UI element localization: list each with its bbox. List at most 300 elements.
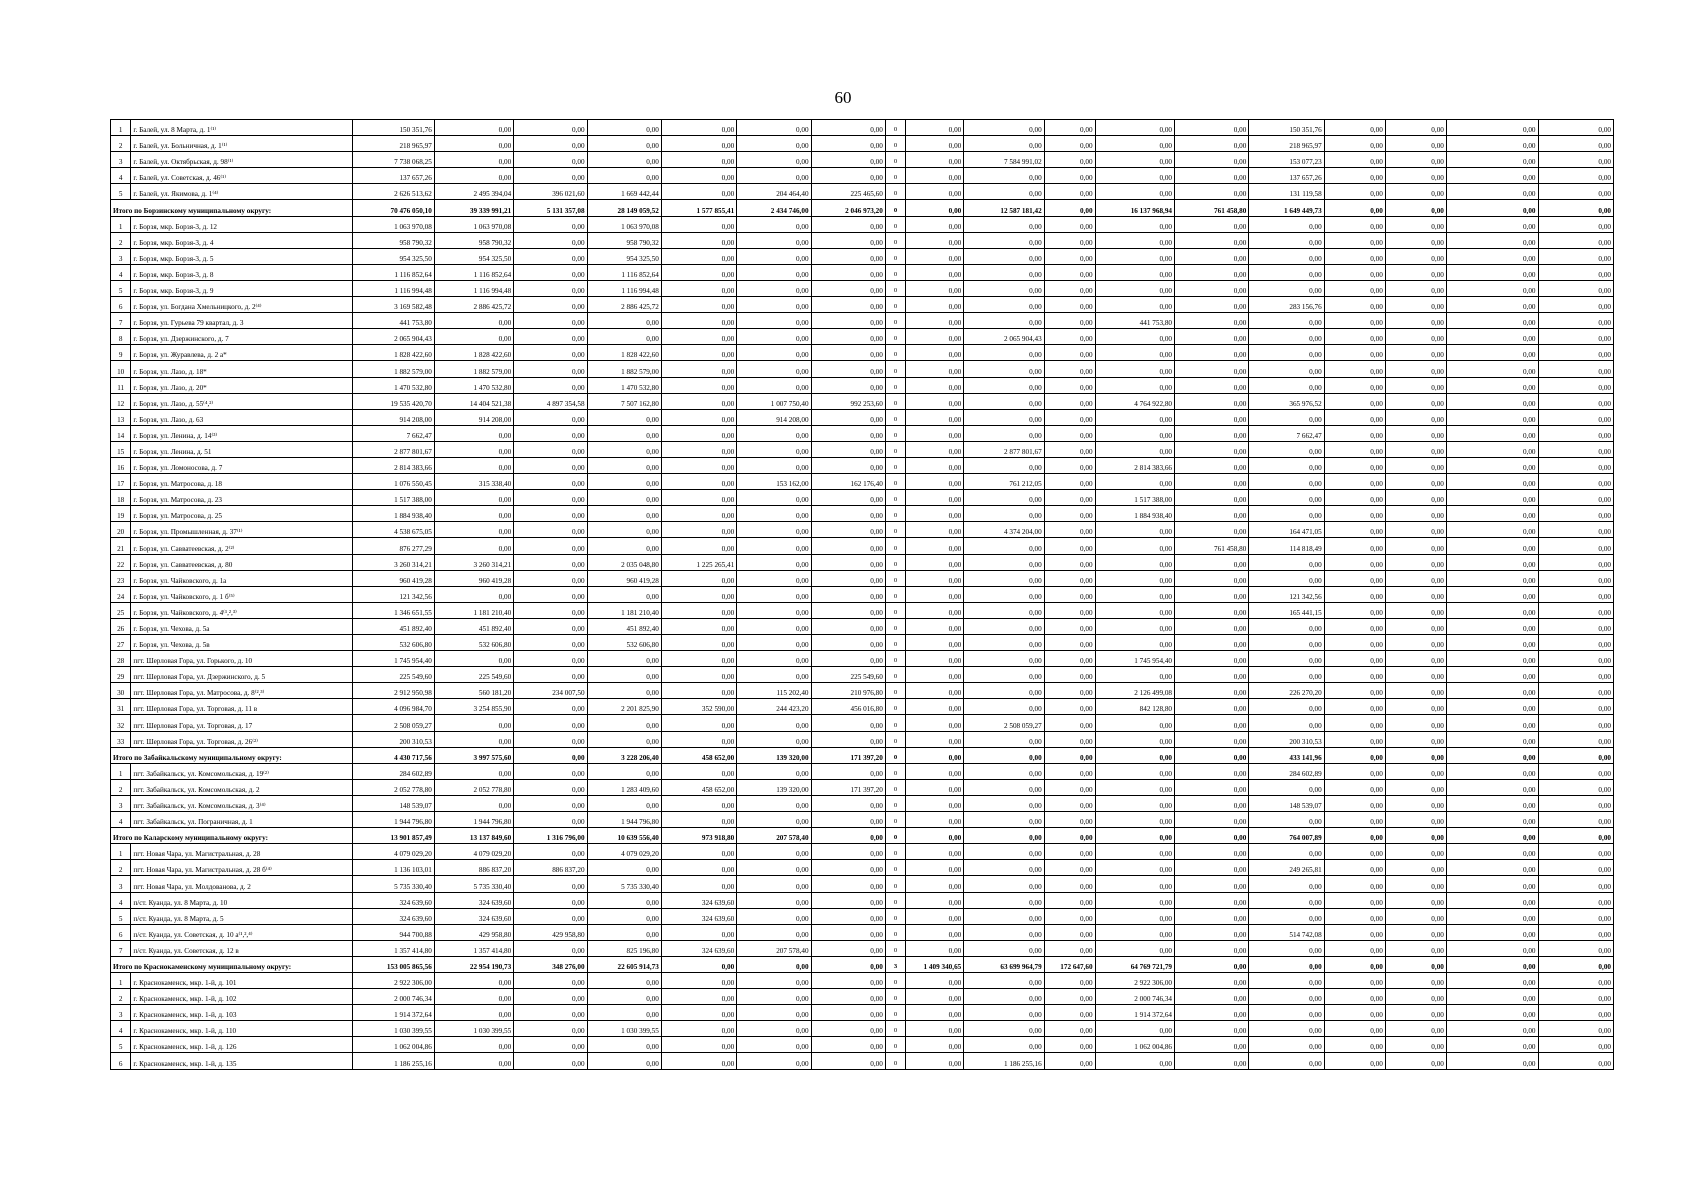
amount-cell: 0,00 (587, 586, 661, 602)
amount-cell: 0,00 (964, 425, 1044, 441)
table-row (111, 972, 1614, 988)
amount-cell: 0,00 (1538, 1053, 1613, 1069)
amount-cell: 0,00 (906, 393, 964, 409)
amount-cell: 0,00 (1175, 152, 1249, 168)
amount-cell: 0,00 (906, 1037, 964, 1053)
amount-cell: 0,00 (1044, 377, 1095, 393)
amount-cell: 0 (885, 972, 905, 988)
amount-cell: 0,00 (661, 586, 736, 602)
amount-cell: 0,00 (811, 377, 885, 393)
amount-cell: 0,00 (1175, 474, 1249, 490)
row-number: 3 (111, 795, 131, 811)
row-number: 22 (111, 554, 131, 570)
amount-cell: 315 338,40 (434, 474, 513, 490)
table-row (111, 184, 1614, 200)
amount-cell: 0 (885, 280, 905, 296)
amount-cell: 0,00 (1044, 892, 1095, 908)
amount-cell: 0,00 (1538, 248, 1613, 264)
address-cell: г. Борзя, ул. Ленина, д. 14⁽³⁾ (131, 425, 353, 441)
amount-cell: 0,00 (906, 313, 964, 329)
amount-cell: 131 119,58 (1249, 184, 1324, 200)
table-row (111, 538, 1614, 554)
amount-cell: 0,00 (1446, 989, 1538, 1005)
amount-cell: 0,00 (811, 956, 885, 972)
amount-cell: 0,00 (737, 264, 811, 280)
table-row (111, 345, 1614, 361)
amount-cell: 0,00 (906, 152, 964, 168)
amount-cell: 0,00 (1095, 779, 1174, 795)
amount-cell: 0,00 (811, 120, 885, 136)
amount-cell: 0,00 (1095, 602, 1174, 618)
amount-cell: 0,00 (1249, 1005, 1324, 1021)
amount-cell: 0 (885, 457, 905, 473)
amount-cell: 0,00 (737, 924, 811, 940)
amount-cell: 0,00 (1385, 586, 1446, 602)
amount-cell: 1 186 255,16 (964, 1053, 1044, 1069)
amount-cell: 0,00 (906, 570, 964, 586)
address-cell: г. Борзя, ул. Савватеевская, д. 80 (131, 554, 353, 570)
amount-cell: 0 (885, 345, 905, 361)
amount-cell: 2 495 394,04 (434, 184, 513, 200)
amount-cell: 0,00 (1324, 860, 1385, 876)
amount-cell: 0,00 (587, 168, 661, 184)
amount-cell: 0,00 (514, 457, 587, 473)
table-row (111, 313, 1614, 329)
amount-cell: 137 657,26 (353, 168, 434, 184)
amount-cell: 0,00 (1385, 731, 1446, 747)
amount-cell: 0,00 (964, 635, 1044, 651)
amount-cell: 0,00 (1044, 200, 1095, 216)
amount-cell: 0,00 (434, 152, 513, 168)
table-row (111, 683, 1614, 699)
amount-cell: 0,00 (587, 152, 661, 168)
amount-cell: 0,00 (1385, 457, 1446, 473)
amount-cell: 396 021,60 (514, 184, 587, 200)
amount-cell: 0,00 (1095, 248, 1174, 264)
table-row (111, 860, 1614, 876)
amount-cell: 0,00 (1385, 168, 1446, 184)
row-number: 5 (111, 908, 131, 924)
amount-cell: 0 (885, 393, 905, 409)
amount-cell: 171 397,20 (811, 747, 885, 763)
amount-cell: 0,00 (1175, 297, 1249, 313)
amount-cell: 0,00 (1324, 667, 1385, 683)
row-number: 1 (111, 216, 131, 232)
table-row (111, 924, 1614, 940)
amount-cell: 0,00 (811, 297, 885, 313)
table-row (111, 441, 1614, 457)
table-row (111, 297, 1614, 313)
amount-cell: 0,00 (737, 908, 811, 924)
amount-cell: 0,00 (811, 731, 885, 747)
amount-cell: 0,00 (1324, 683, 1385, 699)
amount-cell: 0,00 (811, 876, 885, 892)
amount-cell: 0,00 (1538, 506, 1613, 522)
amount-cell: 0,00 (1446, 361, 1538, 377)
amount-cell: 0,00 (1324, 940, 1385, 956)
amount-cell: 0,00 (906, 844, 964, 860)
amount-cell: 0 (885, 264, 905, 280)
amount-cell: 458 652,00 (661, 779, 736, 795)
amount-cell: 0,00 (1324, 618, 1385, 634)
table-row (111, 152, 1614, 168)
table-row (111, 216, 1614, 232)
amount-cell: 0,00 (587, 441, 661, 457)
amount-cell: 0,00 (1324, 763, 1385, 779)
amount-cell: 0,00 (1324, 747, 1385, 763)
amount-cell: 0,00 (1324, 490, 1385, 506)
amount-cell: 0,00 (514, 248, 587, 264)
amount-cell: 0,00 (906, 490, 964, 506)
amount-cell: 0,00 (1324, 989, 1385, 1005)
table-row (111, 908, 1614, 924)
amount-cell: 225 549,60 (353, 667, 434, 683)
amount-cell: 0,00 (1175, 216, 1249, 232)
amount-cell: 0,00 (1044, 554, 1095, 570)
amount-cell: 0,00 (1175, 747, 1249, 763)
amount-cell: 324 639,60 (661, 940, 736, 956)
amount-cell: 914 208,00 (434, 409, 513, 425)
amount-cell: 0,00 (1538, 441, 1613, 457)
amount-cell: 0 (885, 232, 905, 248)
amount-cell: 0,00 (661, 876, 736, 892)
amount-cell: 0,00 (1538, 280, 1613, 296)
amount-cell: 0,00 (434, 136, 513, 152)
amount-cell: 0,00 (1249, 844, 1324, 860)
address-cell: г. Краснокаменск, мкр. 1-й, д. 135 (131, 1053, 353, 1069)
amount-cell: 0,00 (1385, 876, 1446, 892)
amount-cell: 139 320,00 (737, 779, 811, 795)
amount-cell: 0,00 (1095, 1053, 1174, 1069)
amount-cell: 0,00 (811, 232, 885, 248)
amount-cell: 0,00 (1538, 940, 1613, 956)
amount-cell: 433 141,96 (1249, 747, 1324, 763)
amount-cell: 914 208,00 (737, 409, 811, 425)
amount-cell: 0,00 (1446, 377, 1538, 393)
amount-cell: 0,00 (1385, 1021, 1446, 1037)
amount-cell: 0,00 (1385, 860, 1446, 876)
amount-cell: 0,00 (1324, 892, 1385, 908)
amount-cell: 0,00 (1538, 232, 1613, 248)
amount-cell: 3 254 855,90 (434, 699, 513, 715)
amount-cell: 0,00 (1385, 602, 1446, 618)
address-cell: г. Балей, ул. Октябрьская, д. 98⁽¹⁾ (131, 152, 353, 168)
amount-cell: 0,00 (1446, 248, 1538, 264)
amount-cell: 761 458,80 (1175, 200, 1249, 216)
amount-cell: 114 818,49 (1249, 538, 1324, 554)
works-table (110, 119, 1614, 1070)
amount-cell: 0,00 (434, 972, 513, 988)
amount-cell: 0,00 (1538, 715, 1613, 731)
amount-cell: 0,00 (906, 602, 964, 618)
amount-cell: 0,00 (811, 972, 885, 988)
amount-cell: 0 (885, 860, 905, 876)
amount-cell: 0,00 (811, 651, 885, 667)
amount-cell: 165 441,15 (1249, 602, 1324, 618)
address-cell: г. Борзя, ул. Лазо, д. 55⁽⁴,²⁾ (131, 393, 353, 409)
amount-cell: 0,00 (1324, 136, 1385, 152)
amount-cell: 0,00 (1538, 699, 1613, 715)
amount-cell: 0,00 (1044, 972, 1095, 988)
amount-cell: 0 (885, 136, 905, 152)
amount-cell: 1 649 449,73 (1249, 200, 1324, 216)
amount-cell: 0,00 (1175, 1021, 1249, 1037)
amount-cell: 0,00 (1446, 184, 1538, 200)
amount-cell: 0,00 (1446, 136, 1538, 152)
amount-cell: 0,00 (1249, 1037, 1324, 1053)
amount-cell: 0,00 (1446, 731, 1538, 747)
amount-cell: 0,00 (514, 1005, 587, 1021)
amount-cell: 0,00 (1044, 812, 1095, 828)
amount-cell: 0 (885, 844, 905, 860)
amount-cell: 0,00 (737, 232, 811, 248)
amount-cell: 0 (885, 989, 905, 1005)
amount-cell: 0,00 (1249, 779, 1324, 795)
amount-cell: 0,00 (906, 812, 964, 828)
amount-cell: 0,00 (906, 538, 964, 554)
amount-cell: 0,00 (811, 506, 885, 522)
amount-cell: 0,00 (737, 313, 811, 329)
amount-cell: 0,00 (661, 1021, 736, 1037)
table-row (111, 329, 1614, 345)
amount-cell: 0,00 (1324, 361, 1385, 377)
table-row (111, 490, 1614, 506)
amount-cell: 3 228 206,40 (587, 747, 661, 763)
amount-cell: 451 892,40 (434, 618, 513, 634)
amount-cell: 0,00 (1538, 570, 1613, 586)
amount-cell: 0,00 (1538, 474, 1613, 490)
amount-cell: 0,00 (1324, 409, 1385, 425)
amount-cell: 0,00 (1538, 490, 1613, 506)
amount-cell: 0,00 (1538, 297, 1613, 313)
amount-cell: 0,00 (434, 715, 513, 731)
amount-cell: 0,00 (661, 409, 736, 425)
amount-cell: 0 (885, 329, 905, 345)
amount-cell: 0,00 (1385, 441, 1446, 457)
amount-cell: 0,00 (1095, 667, 1174, 683)
amount-cell: 0,00 (1538, 812, 1613, 828)
amount-cell: 0,00 (514, 763, 587, 779)
amount-cell: 0,00 (906, 876, 964, 892)
amount-cell: 0,00 (587, 667, 661, 683)
amount-cell: 0,00 (1324, 586, 1385, 602)
amount-cell: 0,00 (1446, 699, 1538, 715)
amount-cell: 0,00 (1538, 924, 1613, 940)
address-cell: пгт. Забайкальск, ул. Пограничная, д. 1 (131, 812, 353, 828)
amount-cell: 0,00 (1095, 618, 1174, 634)
amount-cell: 532 606,80 (353, 635, 434, 651)
row-number: 1 (111, 120, 131, 136)
amount-cell: 0,00 (514, 232, 587, 248)
amount-cell: 0,00 (1324, 876, 1385, 892)
row-number: 7 (111, 313, 131, 329)
amount-cell: 0,00 (737, 280, 811, 296)
amount-cell: 0,00 (434, 120, 513, 136)
amount-cell: 0,00 (906, 345, 964, 361)
row-number: 5 (111, 1037, 131, 1053)
amount-cell: 0,00 (1175, 635, 1249, 651)
amount-cell: 0,00 (737, 136, 811, 152)
subtotal-row (111, 747, 1614, 763)
amount-cell: 0 (885, 747, 905, 763)
amount-cell: 0,00 (1044, 876, 1095, 892)
amount-cell: 0,00 (1324, 1005, 1385, 1021)
table-row (111, 602, 1614, 618)
amount-cell: 0,00 (811, 1021, 885, 1037)
amount-cell: 0,00 (737, 618, 811, 634)
amount-cell: 0,00 (587, 651, 661, 667)
amount-cell: 1 914 372,64 (1095, 1005, 1174, 1021)
amount-cell: 0,00 (661, 216, 736, 232)
row-number: 9 (111, 345, 131, 361)
amount-cell: 0,00 (964, 651, 1044, 667)
amount-cell: 0,00 (964, 538, 1044, 554)
table-row (111, 474, 1614, 490)
address-cell: пгт. Забайкальск, ул. Комсомольская, д. 19⁽²⁾ (131, 763, 353, 779)
amount-cell: 2 922 306,00 (353, 972, 434, 988)
amount-cell: 0,00 (661, 168, 736, 184)
row-number: 5 (111, 280, 131, 296)
amount-cell: 451 892,40 (353, 618, 434, 634)
amount-cell: 0,00 (1446, 232, 1538, 248)
amount-cell: 0,00 (434, 1037, 513, 1053)
amount-cell: 0,00 (964, 812, 1044, 828)
amount-cell: 1 914 372,64 (353, 1005, 434, 1021)
amount-cell: 7 507 162,80 (587, 393, 661, 409)
amount-cell: 0,00 (661, 232, 736, 248)
amount-cell: 0,00 (514, 280, 587, 296)
amount-cell: 0,00 (1324, 522, 1385, 538)
amount-cell: 0,00 (906, 168, 964, 184)
row-number: 2 (111, 779, 131, 795)
amount-cell: 0,00 (1095, 409, 1174, 425)
amount-cell: 0,00 (1175, 731, 1249, 747)
row-number: 3 (111, 1005, 131, 1021)
amount-cell: 0,00 (1044, 1053, 1095, 1069)
amount-cell: 1 882 579,00 (353, 361, 434, 377)
amount-cell: 0,00 (587, 1053, 661, 1069)
row-number: 21 (111, 538, 131, 554)
amount-cell: 0,00 (1175, 232, 1249, 248)
amount-cell: 226 270,20 (1249, 683, 1324, 699)
amount-cell: 0,00 (811, 860, 885, 876)
amount-cell: 171 397,20 (811, 779, 885, 795)
amount-cell: 0,00 (811, 280, 885, 296)
amount-cell: 0,00 (964, 554, 1044, 570)
amount-cell: 914 208,00 (353, 409, 434, 425)
amount-cell: 0,00 (737, 216, 811, 232)
amount-cell: 0,00 (1175, 1053, 1249, 1069)
table-row (111, 779, 1614, 795)
amount-cell: 0,00 (661, 313, 736, 329)
amount-cell: 153 005 865,56 (353, 956, 434, 972)
amount-cell: 0,00 (906, 683, 964, 699)
amount-cell: 0,00 (1044, 1037, 1095, 1053)
amount-cell: 0,00 (1044, 683, 1095, 699)
amount-cell: 886 837,20 (514, 860, 587, 876)
amount-cell: 0,00 (1175, 280, 1249, 296)
amount-cell: 0,00 (1175, 1005, 1249, 1021)
row-number: 2 (111, 136, 131, 152)
amount-cell: 2 000 746,34 (1095, 989, 1174, 1005)
row-number: 4 (111, 1021, 131, 1037)
amount-cell: 0,00 (587, 924, 661, 940)
amount-cell: 3 260 314,21 (434, 554, 513, 570)
amount-cell: 4 079 029,20 (353, 844, 434, 860)
amount-cell: 0,00 (514, 361, 587, 377)
amount-cell: 0,00 (1095, 570, 1174, 586)
amount-cell: 1 116 994,48 (434, 280, 513, 296)
amount-cell: 0,00 (811, 602, 885, 618)
amount-cell: 0,00 (1175, 120, 1249, 136)
amount-cell: 0,00 (1538, 329, 1613, 345)
amount-cell: 0,00 (1044, 232, 1095, 248)
amount-cell: 0,00 (587, 683, 661, 699)
amount-cell: 0,00 (906, 1053, 964, 1069)
amount-cell: 0,00 (434, 441, 513, 457)
amount-cell: 0,00 (1175, 506, 1249, 522)
amount-cell: 0,00 (964, 618, 1044, 634)
amount-cell: 0,00 (964, 136, 1044, 152)
amount-cell: 0,00 (1095, 747, 1174, 763)
amount-cell: 0,00 (811, 715, 885, 731)
amount-cell: 0,00 (906, 409, 964, 425)
amount-cell: 0,00 (587, 313, 661, 329)
amount-cell: 0,00 (906, 618, 964, 634)
amount-cell: 958 790,32 (353, 232, 434, 248)
amount-cell: 0,00 (906, 699, 964, 715)
amount-cell: 0,00 (1249, 409, 1324, 425)
amount-cell: 0,00 (1324, 345, 1385, 361)
amount-cell: 441 753,80 (1095, 313, 1174, 329)
amount-cell: 0,00 (906, 136, 964, 152)
amount-cell: 0,00 (964, 280, 1044, 296)
amount-cell: 0 (885, 667, 905, 683)
amount-cell: 0,00 (1324, 1037, 1385, 1053)
table-row (111, 1021, 1614, 1037)
amount-cell: 0,00 (1249, 715, 1324, 731)
address-cell: п/ст. Куанда, ул. 8 Марта, д. 5 (131, 908, 353, 924)
amount-cell: 0,00 (1044, 522, 1095, 538)
amount-cell: 0,00 (1446, 345, 1538, 361)
amount-cell: 0,00 (906, 972, 964, 988)
amount-cell: 451 892,40 (587, 618, 661, 634)
row-number: 29 (111, 667, 131, 683)
amount-cell: 0 (885, 248, 905, 264)
amount-cell: 0,00 (964, 1021, 1044, 1037)
amount-cell: 0,00 (811, 924, 885, 940)
amount-cell: 0,00 (514, 618, 587, 634)
amount-cell: 0,00 (1385, 795, 1446, 811)
amount-cell: 0,00 (1249, 457, 1324, 473)
amount-cell: 0,00 (737, 795, 811, 811)
address-cell: пгт. Новая Чара, ул. Магистральная, д. 28 б⁽⁴⁾ (131, 860, 353, 876)
amount-cell: 0,00 (1095, 329, 1174, 345)
amount-cell: 0,00 (514, 972, 587, 988)
amount-cell: 0,00 (1044, 1005, 1095, 1021)
amount-cell: 0,00 (661, 651, 736, 667)
row-number: 14 (111, 425, 131, 441)
amount-cell: 0,00 (1446, 313, 1538, 329)
subtotal-label: Итого по Борзинскому муниципальному округу: (111, 200, 353, 216)
amount-cell: 0,00 (661, 457, 736, 473)
amount-cell: 0,00 (1095, 345, 1174, 361)
amount-cell: 0,00 (1249, 329, 1324, 345)
address-cell: г. Борзя, ул. Лазо, д. 63 (131, 409, 353, 425)
amount-cell: 0,00 (1324, 699, 1385, 715)
amount-cell: 0,00 (587, 715, 661, 731)
amount-cell: 348 276,00 (514, 956, 587, 972)
